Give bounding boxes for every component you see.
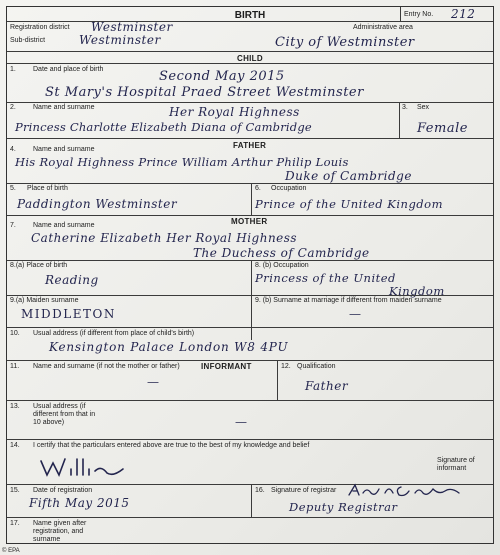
father-place-of-birth-value: Paddington Westminster (17, 197, 178, 211)
field-number: 15. (10, 487, 20, 494)
divider (277, 360, 278, 400)
sub-district-value: Westminster (79, 33, 161, 47)
sex-value: Female (417, 121, 468, 136)
registration-district-label: Registration district (10, 24, 70, 31)
maiden-surname-label: 9.(a) Maiden surname (10, 297, 79, 304)
father-name-label: Name and surname (33, 146, 95, 153)
registration-form (6, 6, 494, 544)
divider (7, 63, 493, 64)
field-number: 16. (255, 487, 265, 494)
field-number: 11. (10, 363, 20, 370)
qualification-label: Qualification (297, 363, 336, 370)
signature-of-registrar-label: Signature of registrar (271, 487, 337, 494)
divider (251, 183, 252, 215)
divider (7, 183, 493, 184)
qualification-value: Father (305, 379, 349, 393)
date-of-registration-label: Date of registration (33, 487, 93, 494)
divider (7, 360, 493, 361)
divider (251, 484, 252, 517)
registrar-title: Deputy Registrar (289, 500, 398, 514)
divider (7, 517, 493, 518)
father-occupation-value: Prince of the United Kingdom (255, 197, 443, 211)
mother-occupation-line1: Princess of the United (255, 271, 396, 285)
divider (400, 7, 401, 21)
mother-place-of-birth-label: 8.(a) Place of birth (10, 262, 68, 269)
section-child: CHILD (237, 54, 263, 63)
field-number: 5. (10, 185, 16, 192)
divider (7, 51, 493, 52)
mother-name-line1: Catherine Elizabeth Her Royal Highness (31, 231, 298, 245)
section-father: FATHER (233, 141, 267, 150)
form-title: BIRTH (234, 10, 266, 21)
surname-at-marriage-value: — (349, 307, 362, 321)
field-number: 7. (10, 222, 16, 229)
informant-address-value: — (235, 415, 248, 429)
field-number: 13. (10, 403, 20, 410)
name-given-after-registration-label: Name given after registration, and surname (33, 520, 87, 543)
registration-district-value: Westminster (91, 20, 173, 34)
administrative-area-label: Administrative area (353, 24, 413, 31)
photo-credit: © EPA (2, 548, 20, 554)
date-place-of-birth-label: Date and place of birth (33, 66, 104, 73)
divider (7, 215, 493, 216)
date-of-registration-value: Fifth May 2015 (29, 496, 130, 510)
child-name-line2: Princess Charlotte Elizabeth Diana of Cambridge (15, 120, 312, 134)
field-number: 1. (10, 66, 16, 73)
divider (7, 327, 493, 328)
father-name-line1: His Royal Highness Prince William Arthur Philip Louis (15, 155, 349, 169)
divider (7, 295, 493, 296)
child-name-label: Name and surname (33, 104, 95, 111)
entry-no-label: Entry No. (404, 11, 434, 18)
field-number: 12. (281, 363, 291, 370)
divider (7, 260, 493, 261)
registrar-signature (347, 483, 467, 499)
mother-place-of-birth-value: Reading (45, 273, 99, 287)
usual-address-value: Kensington Palace London W8 4PU (49, 340, 289, 354)
mother-occupation-line2: Kingdom (389, 284, 445, 298)
divider (7, 21, 493, 22)
divider (399, 102, 400, 138)
mother-name-line2: The Duchess of Cambridge (193, 246, 370, 260)
date-of-birth-value: Second May 2015 (159, 69, 285, 84)
informant-name-value: — (147, 375, 160, 389)
divider (7, 102, 493, 103)
informant-signature (37, 455, 127, 479)
section-informant: INFORMANT (201, 362, 252, 371)
administrative-area-value: City of Westminster (275, 35, 415, 50)
mother-name-label: Name and surname (33, 222, 95, 229)
entry-no-value: 212 (451, 7, 476, 21)
usual-address-label: Usual address (if different from place of child's birth) (33, 330, 195, 337)
father-place-of-birth-label: Place of birth (27, 185, 68, 192)
field-number: 4. (10, 146, 16, 153)
field-number: 6. (255, 185, 261, 192)
father-occupation-label: Occupation (271, 185, 307, 192)
mother-occupation-label: 8. (b) Occupation (255, 262, 309, 269)
maiden-surname-value: MIDDLETON (21, 307, 116, 321)
section-mother: MOTHER (231, 217, 268, 226)
divider (7, 138, 493, 139)
child-name-line1: Her Royal Highness (169, 105, 300, 119)
place-of-birth-value: St Mary's Hospital Praed Street Westminster (45, 85, 364, 100)
certification-text: I certify that the particulars entered above are true to the best of my knowledge and belief (33, 442, 310, 449)
field-number: 10. (10, 330, 20, 337)
father-name-line2: Duke of Cambridge (285, 169, 412, 183)
field-number: 17. (10, 520, 20, 527)
divider (7, 400, 493, 401)
informant-address-label: Usual address (if different from that in 10 above) (33, 403, 96, 426)
informant-name-label: Name and surname (if not the mother or father) (33, 363, 180, 370)
sex-label: Sex (417, 104, 430, 111)
field-number: 2. (10, 104, 16, 111)
divider (7, 439, 493, 440)
field-number: 3. (402, 104, 408, 111)
field-number: 14. (10, 442, 20, 449)
signature-of-informant-label: Signature of informant (437, 457, 475, 472)
surname-at-marriage-label: 9. (b) Surname at marriage if different from maiden surname (255, 297, 442, 304)
sub-district-label: Sub-district (10, 37, 46, 44)
divider (251, 260, 252, 340)
